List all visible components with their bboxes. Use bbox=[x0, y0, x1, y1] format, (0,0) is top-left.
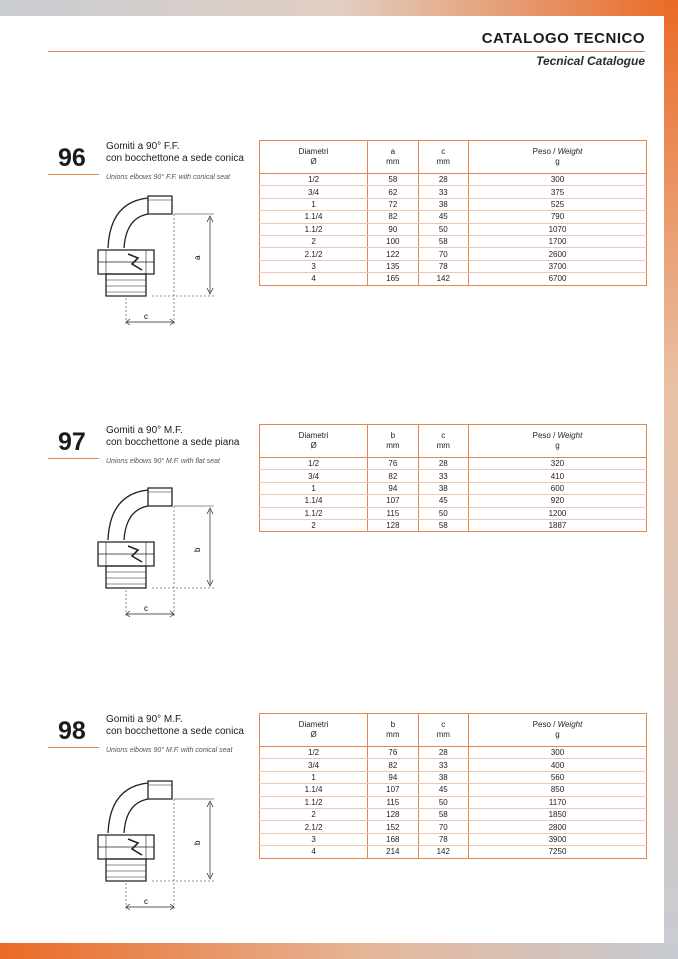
table-row bbox=[260, 808, 647, 820]
cell-weight: 410 bbox=[468, 470, 646, 482]
dimension-label-vertical: b bbox=[193, 840, 202, 845]
specification-table bbox=[259, 140, 647, 286]
product-subtitle: Unions elbows 90° F.F. with conical seat bbox=[106, 174, 230, 181]
cell-dimension: 76 bbox=[368, 458, 418, 470]
header-weight: Peso / Weight g bbox=[469, 141, 647, 174]
table-row bbox=[260, 235, 647, 247]
table-row bbox=[260, 519, 647, 531]
cell-diameter: 1/2 bbox=[260, 174, 368, 186]
cell-diameter: 2 bbox=[260, 519, 368, 531]
cell-c: 28 bbox=[418, 458, 468, 470]
cell-dimension: 122 bbox=[368, 248, 418, 260]
product-subtitle: Unions elbows 90° M.F. with conical seat bbox=[106, 747, 233, 754]
cell-diameter: 1/2 bbox=[260, 747, 368, 759]
dimension-label-horizontal: c bbox=[144, 604, 148, 613]
cell-dimension: 115 bbox=[368, 507, 418, 519]
cell-diameter: 1.1/2 bbox=[260, 507, 368, 519]
cell-c: 50 bbox=[418, 223, 468, 235]
table-row bbox=[260, 759, 647, 771]
cell-c: 50 bbox=[418, 796, 468, 808]
cell-diameter: 1.1/4 bbox=[260, 495, 368, 507]
header-c: c mm bbox=[418, 425, 468, 458]
table-row bbox=[260, 470, 647, 482]
cell-dimension: 62 bbox=[368, 186, 418, 198]
cell-dimension: 107 bbox=[368, 495, 418, 507]
cell-c: 38 bbox=[418, 771, 468, 783]
cell-diameter: 1.1/2 bbox=[260, 223, 368, 235]
cell-diameter: 1.1/4 bbox=[260, 211, 368, 223]
cell-weight: 400 bbox=[469, 759, 647, 771]
table-row bbox=[260, 747, 647, 759]
cell-weight: 7250 bbox=[548, 847, 567, 857]
cell-c: 33 bbox=[418, 470, 468, 482]
cell-dimension: 128 bbox=[368, 519, 418, 531]
cell-c: 38 bbox=[418, 482, 468, 494]
cell-c: 78 bbox=[418, 260, 468, 272]
cell-dimension: 214 bbox=[368, 846, 418, 858]
table-header-row bbox=[260, 714, 647, 747]
product-number-underline bbox=[48, 747, 99, 748]
product-number: 97 bbox=[58, 428, 86, 456]
cell-c: 142 bbox=[418, 846, 468, 858]
cell-dimension: 107 bbox=[368, 784, 418, 796]
bottom-decorative-bar bbox=[0, 943, 678, 959]
product-number-underline bbox=[48, 458, 99, 459]
table-row bbox=[260, 771, 647, 783]
cell-c: 45 bbox=[418, 495, 468, 507]
cell-weight: 850 bbox=[469, 784, 647, 796]
cell-dimension: 72 bbox=[368, 198, 418, 210]
table-row bbox=[260, 174, 647, 186]
cell-weight: 790 bbox=[469, 211, 647, 223]
cell-weight: 300 bbox=[469, 174, 647, 186]
cell-weight: 2800 bbox=[469, 821, 647, 833]
cell-c: 70 bbox=[418, 821, 468, 833]
table-row bbox=[260, 821, 647, 833]
cell-dimension: 82 bbox=[368, 211, 418, 223]
cell-diameter: 3 bbox=[260, 260, 368, 272]
cell-dimension: 115 bbox=[368, 796, 418, 808]
cell-diameter: 3/4 bbox=[260, 186, 368, 198]
right-decorative-bar bbox=[664, 0, 678, 959]
table-header-row bbox=[260, 425, 647, 458]
product-title-line2: con bocchettone a sede conica bbox=[106, 153, 244, 164]
cell-c: 58 bbox=[418, 235, 468, 247]
dimension-label-horizontal: c bbox=[144, 312, 148, 321]
cell-diameter: 2 bbox=[260, 808, 368, 820]
header-weight: Peso / Weight g bbox=[469, 714, 647, 747]
cell-dimension: 100 bbox=[368, 235, 418, 247]
cell-weight: 1850 bbox=[469, 808, 647, 820]
cell-dimension: 152 bbox=[368, 821, 418, 833]
product-title-line1: Gomiti a 90° M.F. bbox=[106, 425, 183, 436]
cell-diameter: 2.1/2 bbox=[260, 821, 368, 833]
table-row bbox=[260, 796, 647, 808]
cell-weight: 1200 bbox=[468, 507, 646, 519]
cell-diameter: 4 bbox=[260, 846, 368, 858]
header-c: c mm bbox=[418, 714, 468, 747]
cell-dimension: 168 bbox=[368, 833, 418, 845]
cell-dimension: 90 bbox=[368, 223, 418, 235]
cell-c: 28 bbox=[418, 174, 468, 186]
cell-c: 33 bbox=[418, 759, 468, 771]
cell-weight: 1070 bbox=[469, 223, 647, 235]
top-decorative-bar bbox=[0, 0, 678, 16]
header-diameter: Diametri Ø bbox=[260, 714, 368, 747]
header-diameter: Diametri Ø bbox=[260, 141, 368, 174]
cell-c: 58 bbox=[418, 808, 468, 820]
specification-table bbox=[259, 424, 647, 532]
cell-c: 70 bbox=[418, 248, 468, 260]
cell-weight: 920 bbox=[468, 495, 646, 507]
cell-dimension: 76 bbox=[368, 747, 418, 759]
cell-dimension: 58 bbox=[368, 174, 418, 186]
cell-weight: 320 bbox=[468, 458, 646, 470]
cell-c: 45 bbox=[418, 784, 468, 796]
dimension-label-vertical: a bbox=[193, 255, 202, 260]
cell-weight: 600 bbox=[468, 482, 646, 494]
cell-diameter: 1 bbox=[260, 771, 368, 783]
cell-c: 45 bbox=[418, 211, 468, 223]
cell-diameter: 3/4 bbox=[260, 759, 368, 771]
cell-diameter: 2.1/2 bbox=[260, 248, 368, 260]
dimension-label-horizontal: c bbox=[144, 897, 148, 906]
cell-c: 50 bbox=[418, 507, 468, 519]
cell-weight: 3700 bbox=[469, 260, 647, 272]
cell-c: 78 bbox=[418, 833, 468, 845]
catalog-title: CATALOGO TECNICO bbox=[481, 30, 645, 47]
cell-weight: 300 bbox=[469, 747, 647, 759]
cell-weight: 2600 bbox=[469, 248, 647, 260]
header-dimension: a mm bbox=[368, 141, 418, 174]
specification-table bbox=[259, 713, 647, 859]
header-dimension: b mm bbox=[368, 714, 418, 747]
dimension-label-vertical: b bbox=[193, 547, 202, 552]
cell-diameter: 1 bbox=[260, 198, 368, 210]
cell-weight: 1170 bbox=[469, 796, 647, 808]
cell-dimension: 82 bbox=[368, 759, 418, 771]
product-number: 98 bbox=[58, 717, 86, 745]
cell-dimension: 94 bbox=[368, 771, 418, 783]
cell-c: 142 bbox=[418, 273, 468, 285]
table-row bbox=[260, 458, 647, 470]
cell-dimension: 82 bbox=[368, 470, 418, 482]
product-title-line1: Gomiti a 90° M.F. bbox=[106, 714, 183, 725]
table-row bbox=[260, 495, 647, 507]
cell-dimension: 94 bbox=[368, 482, 418, 494]
cell-diameter: 1.1/2 bbox=[260, 796, 368, 808]
product-title-line2: con bocchettone a sede piana bbox=[106, 437, 240, 448]
header-c: c mm bbox=[418, 141, 468, 174]
table-row bbox=[260, 211, 647, 223]
cell-dimension: 128 bbox=[368, 808, 418, 820]
table-row bbox=[260, 186, 647, 198]
catalog-subtitle: Tecnical Catalogue bbox=[536, 54, 645, 68]
elbow-union-drawing bbox=[92, 773, 217, 923]
cell-weight: 1700 bbox=[469, 235, 647, 247]
table-row bbox=[260, 507, 647, 519]
cell-c: 28 bbox=[418, 747, 468, 759]
cell-weight: 3900 bbox=[469, 833, 647, 845]
cell-weight: 525 bbox=[469, 198, 647, 210]
cell-diameter: 2 bbox=[260, 235, 368, 247]
cell-weight: 560 bbox=[469, 771, 647, 783]
cell-c: 58 bbox=[418, 519, 468, 531]
header-weight: Peso / Weight g bbox=[468, 425, 646, 458]
table-row bbox=[260, 273, 647, 285]
table-row bbox=[260, 198, 647, 210]
cell-c: 33 bbox=[418, 186, 468, 198]
cell-diameter: 3/4 bbox=[260, 470, 368, 482]
header-dimension: b mm bbox=[368, 425, 418, 458]
product-number-underline bbox=[48, 174, 99, 175]
cell-dimension: 165 bbox=[368, 273, 418, 285]
table-header-row bbox=[260, 141, 647, 174]
table-row bbox=[260, 260, 647, 272]
cell-dimension: 135 bbox=[368, 260, 418, 272]
cell-diameter: 1 bbox=[260, 482, 368, 494]
table-row bbox=[260, 482, 647, 494]
header-divider bbox=[48, 51, 645, 52]
cell-diameter: 4 bbox=[260, 273, 368, 285]
product-title-line2: con bocchettone a sede conica bbox=[106, 726, 244, 737]
cell-diameter: 3 bbox=[260, 833, 368, 845]
elbow-union-drawing bbox=[92, 480, 217, 630]
table-row bbox=[260, 846, 647, 858]
cell-diameter: 1.1/4 bbox=[260, 784, 368, 796]
table-row bbox=[260, 223, 647, 235]
cell-weight: 1887 bbox=[548, 521, 567, 531]
table-row bbox=[260, 784, 647, 796]
cell-weight: 6700 bbox=[548, 274, 567, 284]
product-title-line1: Gomiti a 90° F.F. bbox=[106, 141, 180, 152]
table-row bbox=[260, 248, 647, 260]
cell-weight: 375 bbox=[469, 186, 647, 198]
header-diameter: Diametri Ø bbox=[260, 425, 368, 458]
elbow-union-drawing bbox=[92, 188, 217, 338]
cell-c: 38 bbox=[418, 198, 468, 210]
table-row bbox=[260, 833, 647, 845]
product-subtitle: Unions elbows 90° M.F. with flat seat bbox=[106, 458, 220, 465]
product-number: 96 bbox=[58, 144, 86, 172]
cell-diameter: 1/2 bbox=[260, 458, 368, 470]
